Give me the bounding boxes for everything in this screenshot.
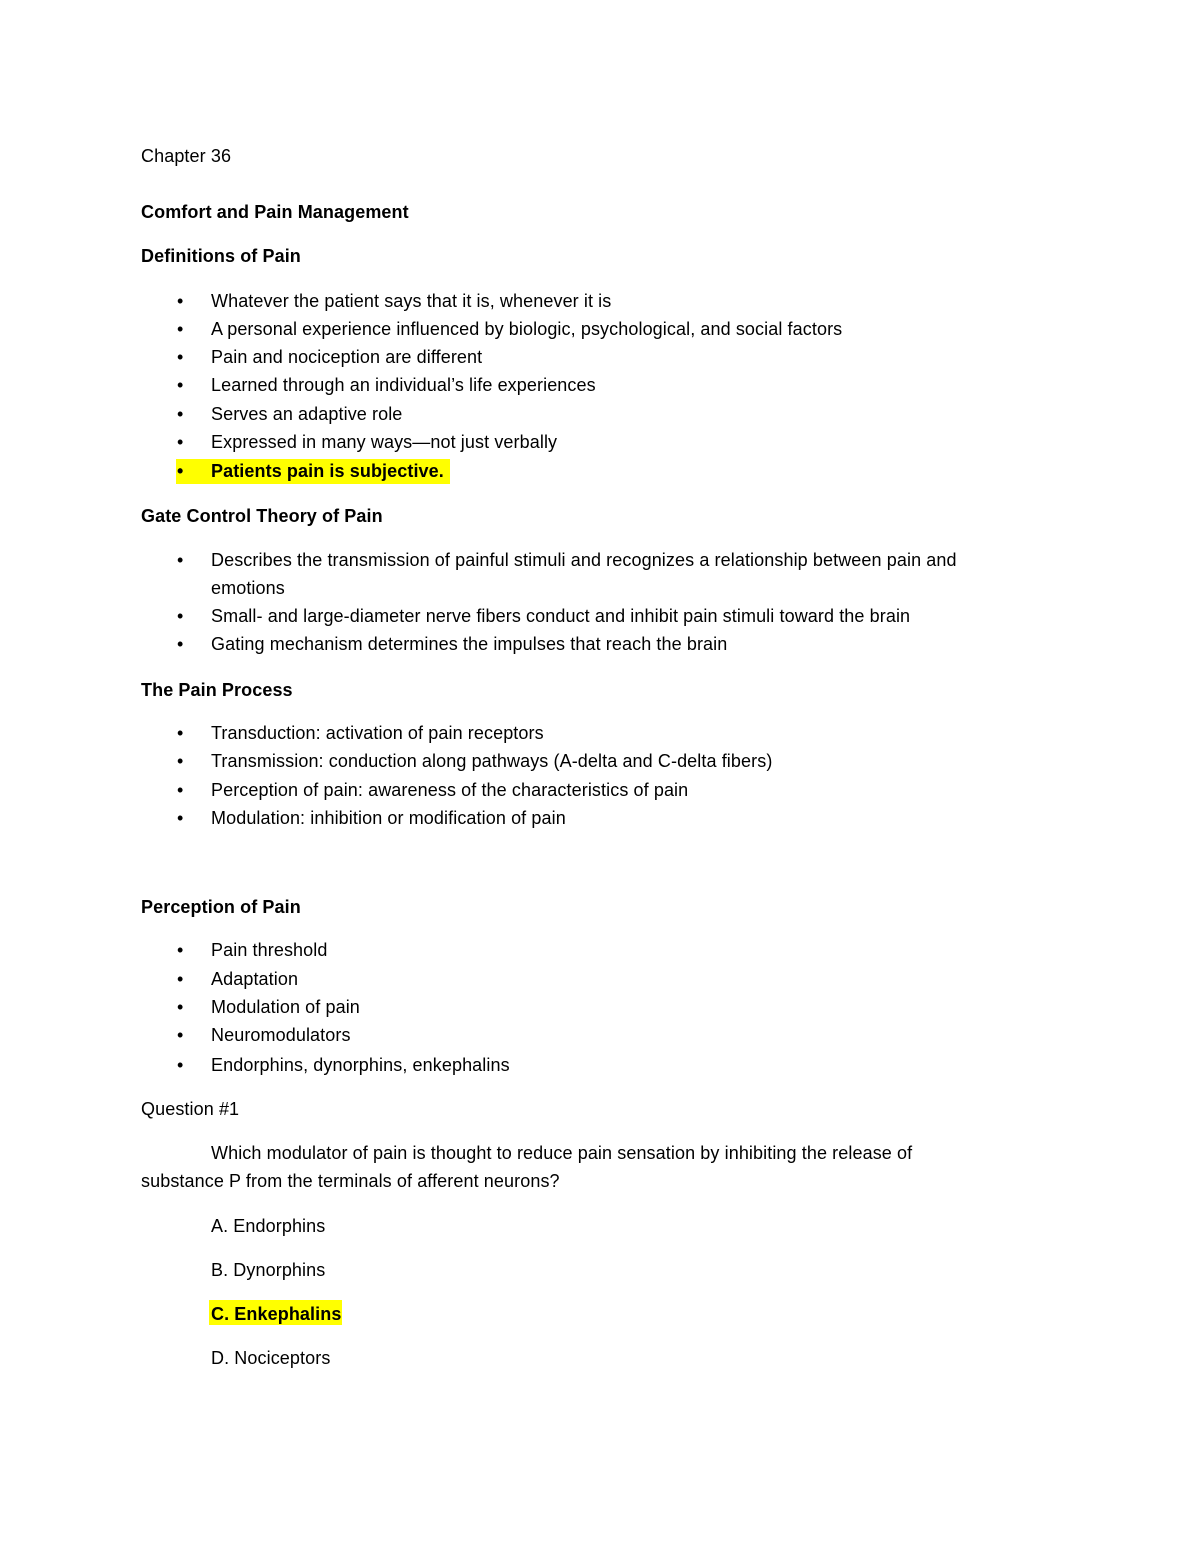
list-item: Learned through an individual’s life experiences	[211, 375, 596, 395]
bullet-icon: •	[177, 606, 184, 626]
bullet-icon: •	[177, 461, 184, 481]
bullet-icon: •	[177, 1025, 184, 1045]
bullet-icon: •	[177, 375, 184, 395]
bullet-icon: •	[177, 808, 184, 828]
list-item: Transduction: activation of pain receptors	[211, 723, 544, 743]
bullet-icon: •	[177, 1055, 184, 1075]
bullet-icon: •	[177, 291, 184, 311]
bullet-icon: •	[177, 432, 184, 452]
list-item: Perception of pain: awareness of the characteristics of pain	[211, 780, 689, 800]
bullet-icon: •	[177, 969, 184, 989]
list-item: Transmission: conduction along pathways (A-delta and C-delta fibers)	[211, 751, 773, 771]
document-title: Comfort and Pain Management	[141, 202, 409, 222]
bullet-icon: •	[177, 347, 184, 367]
list-item: Pain and nociception are different	[211, 347, 483, 367]
bullet-icon: •	[177, 404, 184, 424]
list-item: Adaptation	[211, 969, 299, 989]
bullet-icon: •	[177, 780, 184, 800]
answer-option-d: D. Nociceptors	[211, 1348, 331, 1368]
bullet-icon: •	[177, 319, 184, 339]
section-heading-perception: Perception of Pain	[141, 897, 301, 917]
list-item-highlighted: Patients pain is subjective.	[211, 461, 444, 481]
list-item: Small- and large-diameter nerve fibers conduct and inhibit pain stimuli toward the brain	[211, 606, 911, 626]
list-item: Serves an adaptive role	[211, 404, 403, 424]
list-item: Expressed in many ways—not just verbally	[211, 432, 558, 452]
list-item: Endorphins, dynorphins, enkephalins	[211, 1055, 510, 1075]
section-heading-pain-process: The Pain Process	[141, 680, 293, 700]
answer-option-a: A. Endorphins	[211, 1216, 326, 1236]
bullet-icon: •	[177, 550, 184, 570]
list-item: Whatever the patient says that it is, whenever it is	[211, 291, 612, 311]
answer-option-b: B. Dynorphins	[211, 1260, 326, 1280]
list-item: A personal experience influenced by biologic, psychological, and social factors	[211, 319, 843, 339]
bullet-icon: •	[177, 997, 184, 1017]
list-item: Neuromodulators	[211, 1025, 351, 1045]
list-item: Modulation of pain	[211, 997, 360, 1017]
chapter-label: Chapter 36	[141, 146, 232, 166]
bullet-icon: •	[177, 940, 184, 960]
list-item: Gating mechanism determines the impulses that reach the brain	[211, 634, 728, 654]
bullet-icon: •	[177, 634, 184, 654]
answer-option-c-correct: C. Enkephalins	[211, 1304, 342, 1324]
question-label: Question #1	[141, 1099, 240, 1119]
list-item-continuation: emotions	[211, 578, 285, 598]
list-item: Modulation: inhibition or modification of pain	[211, 808, 566, 828]
section-heading-gate-control: Gate Control Theory of Pain	[141, 506, 383, 526]
bullet-icon: •	[177, 723, 184, 743]
list-item: Describes the transmission of painful stimuli and recognizes a relationship between pain and	[211, 550, 957, 570]
section-heading-definitions: Definitions of Pain	[141, 246, 301, 266]
bullet-icon: •	[177, 751, 184, 771]
question-text-line1: Which modulator of pain is thought to reduce pain sensation by inhibiting the release of	[211, 1143, 913, 1163]
question-text-line2: substance P from the terminals of afferent neurons?	[141, 1171, 560, 1191]
list-item: Pain threshold	[211, 940, 328, 960]
